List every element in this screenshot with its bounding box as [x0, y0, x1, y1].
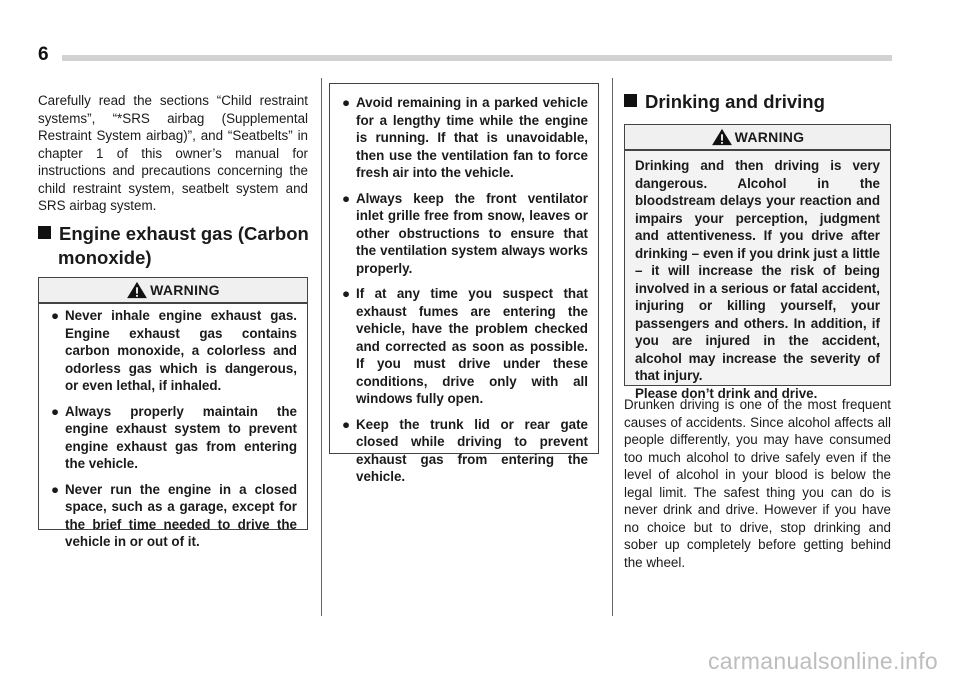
- warning-box-exhaust-continued: [329, 83, 599, 484]
- section-heading-exhaust: [38, 222, 313, 270]
- list-item: ● Never inhale engine exhaust gas. Engine exhaust gas contains carbon monoxide, a colorless and odorless gas which is dangerous, or even lethal, if inhaled.: [51, 308, 297, 393]
- warning-box-exhaust: [38, 303, 308, 549]
- intro-paragraph: Carefully read the sections “Child restraint systems”, “*SRS airbag (Supplemental Restraint System airbag)”, and “Seatbelts” in chapter 1 of this owner’s manual for instructions and precautions concerning the child restraint system, seatbelt system and SRS airbag system.: [38, 93, 308, 213]
- drinking-paragraph: Drunken driving is one of the most frequent causes of accidents. Since alcohol affects all people differently, you may have consumed too much alcohol to drive safely even if the level of alcohol in your blood is below the legal limit. The safest thing you can do is never drink and drive. However if you have no choice but to drive, stop drinking and sober up completely before getting behind the wheel.: [624, 397, 891, 570]
- list-item: ● Keep the trunk lid or rear gate closed while driving to prevent exhaust gas from entering the vehicle.: [342, 416, 588, 484]
- list-item: ● If at any time you suspect that exhaust fumes are entering the vehicle, have the problem checked and corrected as soon as possible. If you must drive under these conditions, drive only with all windows fully open.: [342, 286, 588, 406]
- bullet-icon: ●: [51, 481, 60, 497]
- warning-triangle-icon: [711, 128, 733, 146]
- warning-header-exhaust: [38, 277, 308, 303]
- warning-label: WARNING: [150, 282, 220, 298]
- watermark: carmanualsonline.info: [707, 648, 938, 674]
- square-bullet-icon: [38, 226, 51, 239]
- column-divider-2: [612, 78, 613, 616]
- section-heading-drinking: [624, 90, 894, 114]
- list-item: ● Always keep the front ventilator inlet grille free from snow, leaves or other obstructions to ensure that the ventilation system always works properly.: [342, 190, 588, 276]
- warning-box-drinking: [624, 150, 891, 401]
- heading-line-1: Engine exhaust gas (Carbon: [59, 223, 309, 244]
- bullet-icon: ●: [342, 190, 351, 206]
- warning-closing: Please don’t drink and drive.: [635, 385, 818, 401]
- bullet-icon: ●: [342, 416, 351, 432]
- bullet-icon: ●: [51, 403, 60, 419]
- list-item: ● Never run the engine in a closed space, such as a garage, except for the brief time needed to drive the vehicle in or out of it.: [51, 481, 297, 549]
- square-bullet-icon: [624, 94, 637, 107]
- bullet-icon: ●: [342, 95, 351, 110]
- bullet-icon: ●: [51, 308, 60, 323]
- heading-text: Drinking and driving: [645, 91, 825, 112]
- heading-line-2: monoxide): [58, 247, 152, 268]
- warning-label: WARNING: [734, 129, 805, 145]
- list-item: ● Always properly maintain the engine exhaust system to prevent engine exhaust gas from entering the vehicle.: [51, 403, 297, 471]
- column-divider-1: [321, 78, 322, 616]
- page-number: 6: [38, 44, 49, 65]
- header-rule: [62, 55, 892, 61]
- warning-triangle-icon: [126, 281, 148, 299]
- warning-header-drinking: [624, 124, 891, 150]
- list-item: ● Avoid remaining in a parked vehicle for a lengthy time while the engine is running. If that is unavoidable, then use the ventilation fan to force fresh air into the vehicle.: [342, 95, 588, 180]
- bullet-icon: ●: [342, 286, 351, 301]
- warning-text: Drinking and then driving is very dangerous. Alcohol in the bloodstream delays your reaction and impairs your perception, judgment and attentiveness. If you drive after drinking – even if you drink just a little – it will increase the risk of being involved in a serious or fatal accident, injuring or killing yourself, your passengers and others. In addition, if you are injured in the accident, alcohol may increase the severity of that injury.: [635, 158, 880, 383]
